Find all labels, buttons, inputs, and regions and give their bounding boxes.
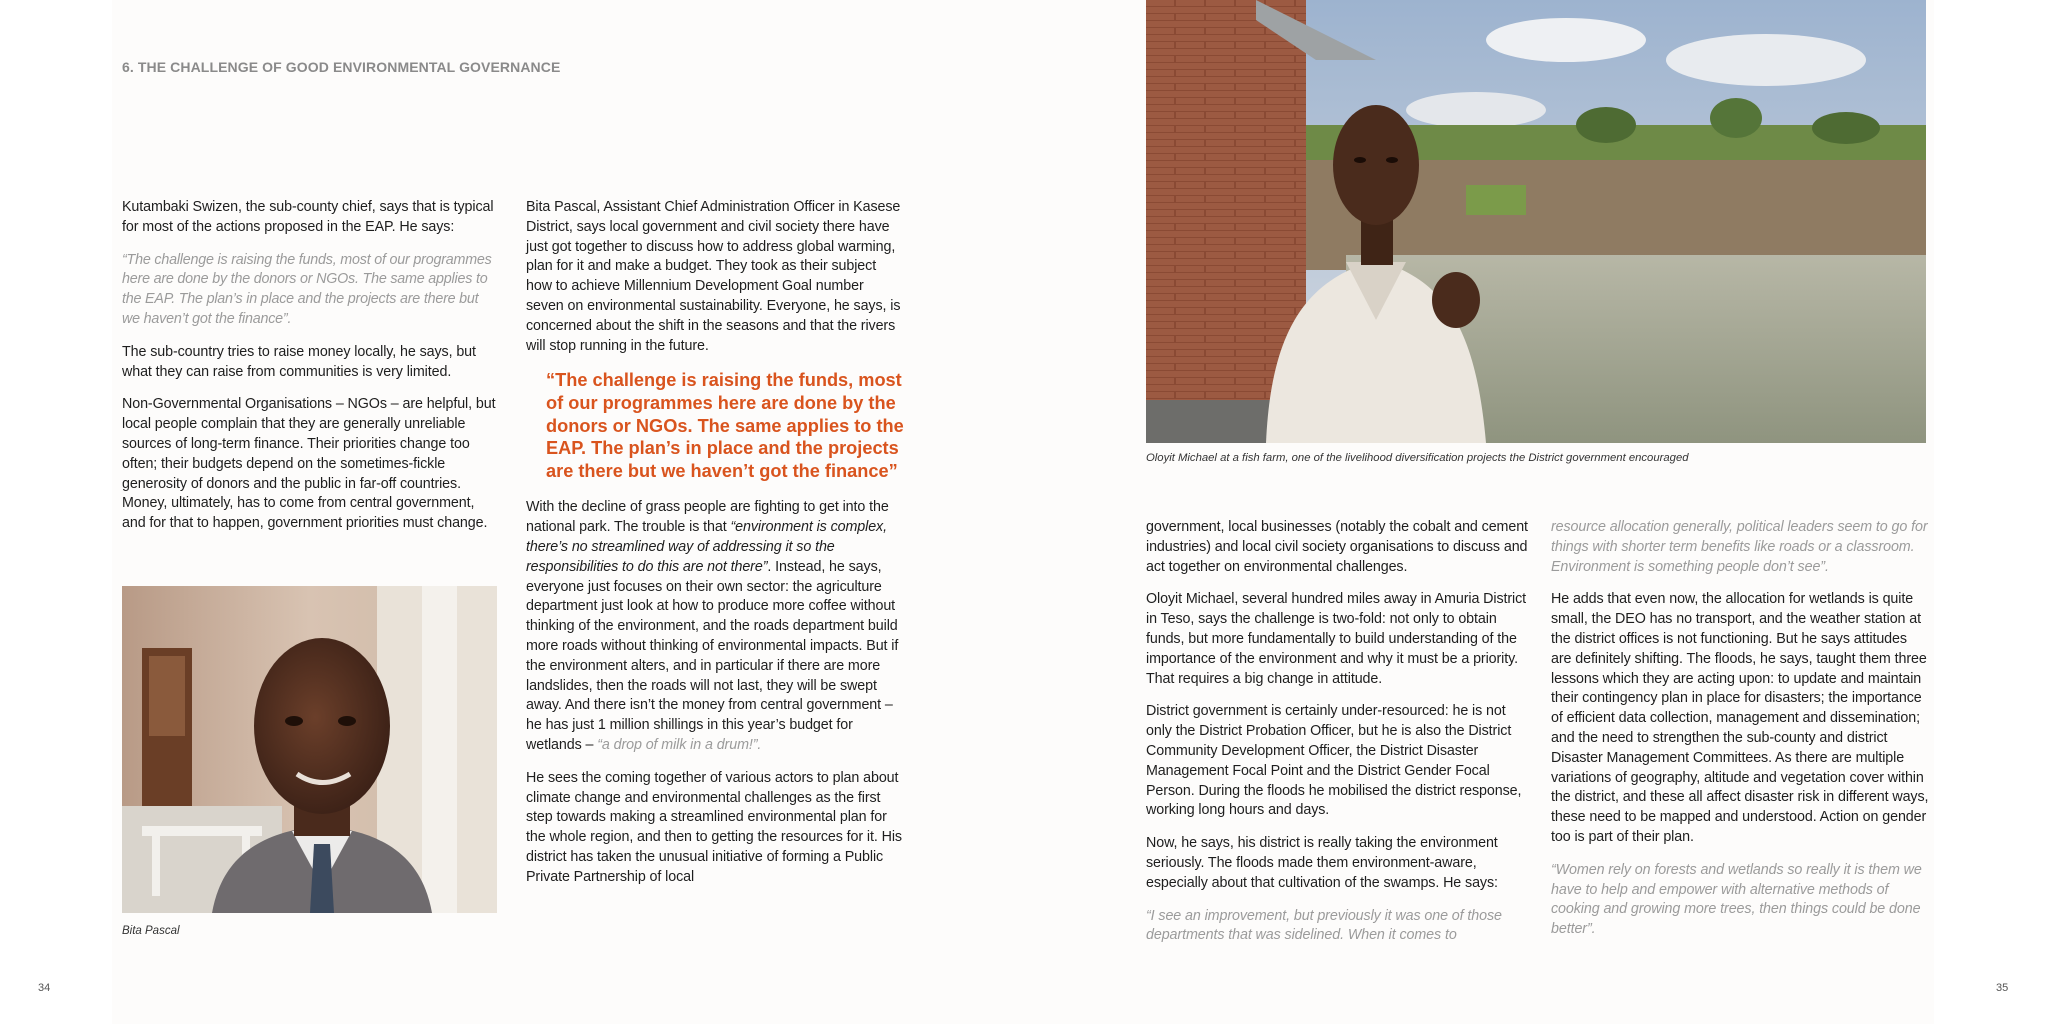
grey-quote: “a drop of milk in a drum!”. [597,736,762,753]
paragraph: Kutambaki Swizen, the sub-county chief, says that is typical for most of the actions proposed in the EAP. He says: [122,199,494,235]
photo-caption: Oloyit Michael at a fish farm, one of the livelihood diversification projects the District government encouraged [1146,452,1689,464]
fish-farm-photo-icon [1146,0,1926,443]
quote: resource allocation generally, political leaders seem to go for things with shorter term benefits like roads or a classroom. Environment is something people don’t see”. [1551,519,1928,575]
italic-quote: “environment is complex, there’s no streamlined way of addressing it so the responsibilities to do this are not there” [526,519,887,575]
portrait-photo-icon [122,586,497,913]
paragraph: government, local businesses (notably the cobalt and cement industries) and local civil society organisations to discuss and act together on environmental challenges. [1146,519,1528,575]
quote: “I see an improvement, but previously it was one of those departments that was sidelined. When it comes to [1146,907,1502,944]
text-run: . Instead, he says, everyone just focuses on their own sector: the agriculture department just look at how to produce more coffee without thinking of the environment, and the roads department build more roads without thinking of environmental impacts. But if the environment alters, and in particular if there are more landslides, then the roads will not last, they will be swept away. And there isn’t the money from central government – he has just 1 million shillings in this year’s budget for wetlands – [526,558,899,753]
pull-quote: “The challenge is raising the funds, most of our programmes here are done by the donors or NGOs. The same applies to the EAP. The plan’s in place and the projects are there but we haven’t got the finance” [546,370,904,481]
paragraph: He adds that even now, the allocation for wetlands is quite small, the DEO has no transport, and the weather station at the district offices is not functioning. But he says attitudes are definitely shifting. The floods, he says, taught them three lessons which they are acting upon: to update and maintain their contingency plan in place for disasters; the importance of efficient data collection, management and dissemination; and the need to strengthen the sub-county and district Disaster Management Committees. As there are multiple variations of geography, altitude and vegetation cover within the district, and these all affect disaster risk in different ways, these need to be mapped and understood. Action on gender too is part of their plan. [1551,591,1929,845]
paragraph: He sees the coming together of various actors to plan about climate change and environmental challenges as the first step towards making a streamlined environmental plan for the whole region, and then to getting the resources for it. His district has taken the unusual initiative of forming a Public Private Partnership of local [526,769,902,885]
paragraph: Bita Pascal, Assistant Chief Administration Officer in Kasese District, says local government and civil society there have just got together to discuss how to address global warming, plan for it and make a budget. They took as their subject how to achieve Millennium Development Goal number seven on environmental sustainability. Everyone, he says, is concerned about the shift in the seasons and that the rivers will stop running in the future. [526,199,901,354]
fish-farm-photo [1146,0,1926,443]
paragraph: Oloyit Michael, several hundred miles away in Amuria District in Teso, says the challenge is two-fold: not only to obtain funds, but more fundamentally to build understanding of the importance of the environment and why it must be a priority. That requires a big change in attitude. [1146,591,1527,687]
quote: “Women rely on forests and wetlands so really it is them we have to help and empower with alternative methods of cooking and growing more trees, then things could be done better”. [1551,861,1922,938]
text-run: With the decline of grass people are fighting to get into the national park. The trouble is that [526,499,889,536]
page-number-left: 34 [38,982,51,994]
paragraph: Now, he says, his district is really taking the environment seriously. The floods made them environment-aware, especially about that cultivation of the swamps. He says: [1146,835,1498,891]
quote: “The challenge is raising the funds, most of our programmes here are done by the donors or NGOs. The same applies to the EAP. The plan’s in place and the projects are there but we haven’t got the finance”. [122,251,492,327]
column-3 [1146,518,1528,959]
column-1 [122,198,497,547]
portrait-photo [122,586,497,913]
paragraph: The sub-country tries to raise money locally, he says, but what they can raise from communities is very limited. [122,343,476,380]
column-2 [526,198,904,900]
paragraph: Non-Governmental Organisations – NGOs – are helpful, but local people complain that they are generally unreliable sources of long-term finance. Their priorities change too often; their budgets depend on the sometimes-fickle generosity of donors and the public in far-off countries. Money, ultimately, has to come from central government, and for that to happen, government priorities must change. [122,396,496,532]
photo-caption: Bita Pascal [122,925,180,937]
paragraph: District government is certainly under-resourced: he is not only the District Probation Officer, but he is also the District Community Development Officer, the District Disaster Management Focal Point and the District Gender Focal Person. During the floods he mobilised the district response, working long hours and days. [1146,703,1522,819]
page-number-right: 35 [1996,982,2009,994]
section-header: 6. THE CHALLENGE OF GOOD ENVIRONMENTAL GOVERNANCE [122,59,561,75]
paragraph [526,498,904,755]
column-4 [1551,518,1929,953]
